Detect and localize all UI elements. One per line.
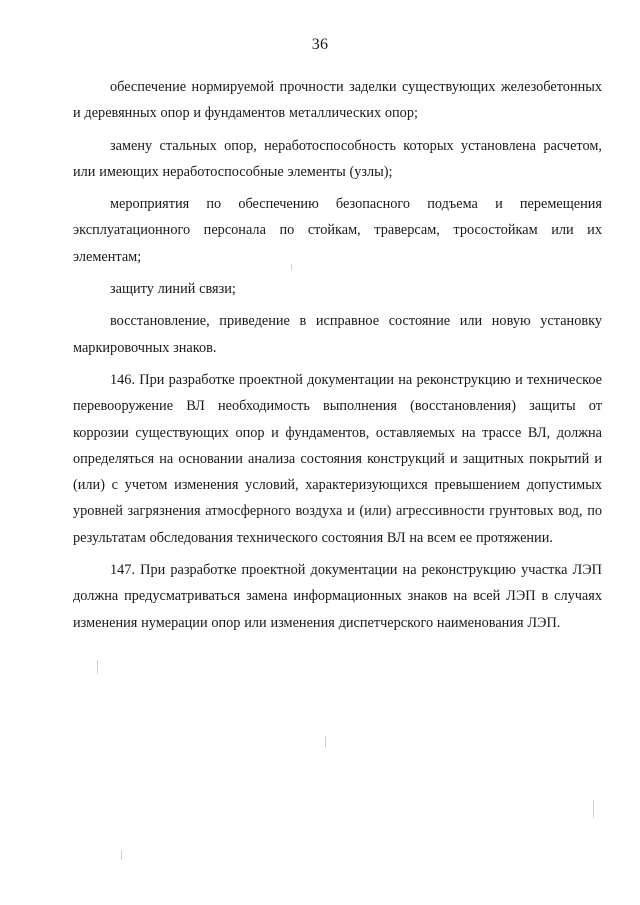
scan-speck <box>291 264 292 270</box>
scan-speck <box>97 660 98 674</box>
paragraph-146: 146. При разработке проектной документации на реконструкцию и техническое перевооружение ВЛ необходимость выполнения (восстановления) защиты от коррозии существующих опор и фундаментов, оставляемых на трассе ВЛ, должна определяться на основании анализа состояния конструкций и защитных покрытий и (или) с учетом изменения условий, характеризующихся превышением допустимых уровней загрязнения атмосферного воздуха и (или) агрессивности грунтовых вод, по результатам обследования технического состояния ВЛ на всем ее протяжении. <box>73 371 602 546</box>
page-number: 36 <box>311 36 329 53</box>
paragraph-steel-supports: замену стальных опор, неработоспособность которых установлена расчетом, или имеющих неработоспособные элементы (узлы); <box>73 137 602 180</box>
paragraph-marking-signs: восстановление, приведение в исправное состояние или новую установку маркировочных знаков. <box>73 313 602 356</box>
scan-speck <box>325 736 326 748</box>
document-body <box>73 74 602 642</box>
paragraph-147: 147. При разработке проектной документации на реконструкцию участка ЛЭП должна предусматриваться замена информационных знаков на всей ЛЭП в случаях изменения нумерации опор или изменения диспетчерского наименования ЛЭП. <box>73 562 602 631</box>
paragraph-reinforcement: обеспечение нормируемой прочности заделки существующих железобетонных и деревянных опор и фундаментов металлических опор; <box>73 79 602 122</box>
scan-speck <box>593 800 594 818</box>
paragraph-personnel-safety: мероприятия по обеспечению безопасного подъема и перемещения эксплуатационного персонала по стойкам, траверсам, тросостойкам или их элементам; <box>73 196 602 265</box>
scan-speck <box>121 850 122 860</box>
paragraph-communication-lines: защиту линий связи; <box>110 281 236 298</box>
